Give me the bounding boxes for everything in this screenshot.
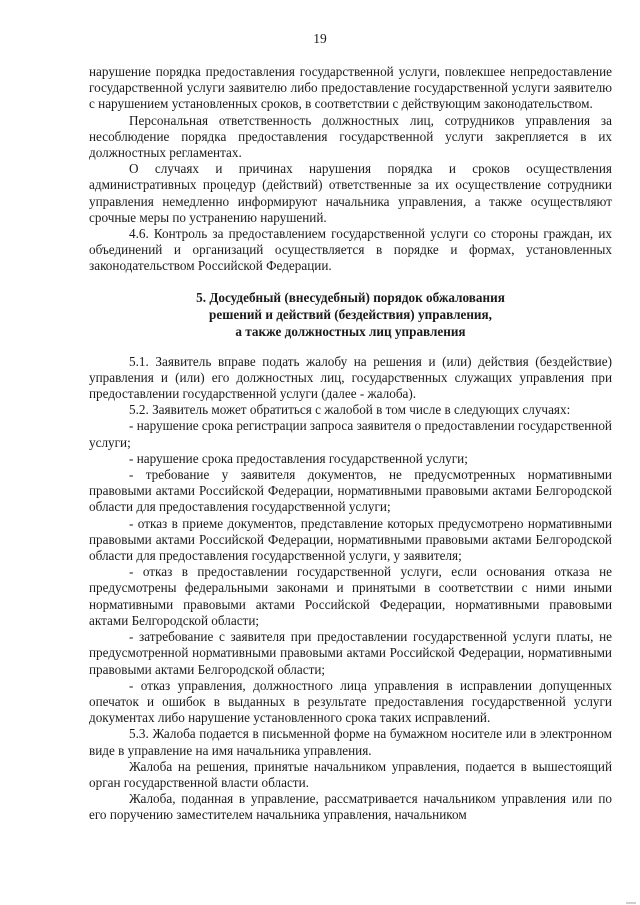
paragraph: - затребование с заявителя при предоставлении государственной услуги платы, не предусмотренной нормативными правовыми актами Российской Федерации, нормативными правовыми актами Белгородской области; — [89, 629, 612, 677]
section-heading-line: 5. Досудебный (внесудебный) порядок обжалования — [196, 289, 505, 305]
paragraph: О случаях и причинах нарушения порядка и сроков осуществления административных процедур (действий) ответственные за их осуществление сотрудники управления немедленно информируют начальника управления, а также осуществляют срочные меры по устранению нарушений. — [89, 161, 612, 225]
section-heading-line: решений и действий (бездействия) управления, — [209, 306, 492, 322]
paragraph: - нарушение срока регистрации запроса заявителя о предоставлении государственной услуги; — [89, 418, 612, 450]
paragraph: Жалоба, поданная в управление, рассматривается начальником управления или по его поручению заместителем начальника управления, начальником — [89, 791, 612, 823]
paragraph: Персональная ответственность должностных лиц, сотрудников управления за несоблюдение порядка предоставления государственной услуги закрепляется в их должностных регламентах. — [89, 112, 612, 161]
paragraph: 5.1. Заявитель вправе подать жалобу на решения и (или) действия (бездействие) управления и (или) его должностных лиц, государственных служащих управления при предоставлении государственной услуги (далее - жалоба). — [89, 353, 612, 402]
scan-artifact — [626, 902, 636, 904]
paragraph: - нарушение срока предоставления государственной услуги; — [129, 450, 468, 466]
paragraph: Жалоба на решения, принятые начальником управления, подается в вышестоящий орган государственной власти области. — [89, 758, 612, 790]
paragraph: - отказ в предоставлении государственной услуги, если основания отказа не предусмотрены федеральными законами и принятыми в соответствии с ними иными нормативными правовыми актами Российской Федерации, нормативными правовыми актами Белгородской области; — [89, 564, 612, 628]
paragraph: - требование у заявителя документов, не предусмотренных нормативными правовыми актами Российской Федерации, нормативными правовыми актами Белгородской области для предоставления государственной услуги; — [89, 467, 612, 515]
section-5-text — [89, 354, 612, 824]
section-heading — [89, 289, 612, 340]
page-number: 19 — [313, 31, 327, 46]
section-4-text — [89, 64, 612, 275]
paragraph: 5.2. Заявитель может обратиться с жалобой в том числе в следующих случаях: — [129, 402, 571, 418]
paragraph: 5.3. Жалоба подается в письменной форме на бумажном носителе или в электронном виде в управление на имя начальника управления. — [89, 726, 612, 758]
section-heading-line: а также должностных лиц управления — [235, 323, 466, 339]
paragraph: - отказ управления, должностного лица управления в исправлении допущенных опечаток и ошибок в выданных в результате предоставления государственной услуги документах либо нарушение установленного срока таких исправлений. — [89, 677, 612, 726]
paragraph: нарушение порядка предоставления государственной услуги, повлекшее непредоставление государственной услуги заявителю либо предоставление государственной услуги заявителю с нарушением установленных сроков, в соответствии с действующим законодательством. — [89, 64, 612, 112]
paragraph: 4.6. Контроль за предоставлением государственной услуги со стороны граждан, их объединений и организаций осуществляется в порядке и формах, установленных законодательством Российской Федерации. — [89, 226, 612, 274]
document-body — [89, 64, 612, 824]
paragraph: - отказ в приеме документов, представление которых предусмотрено нормативными правовыми актами Российской Федерации, нормативными правовыми актами Белгородской области для предоставления государственной услуги, у заявителя; — [89, 515, 612, 564]
